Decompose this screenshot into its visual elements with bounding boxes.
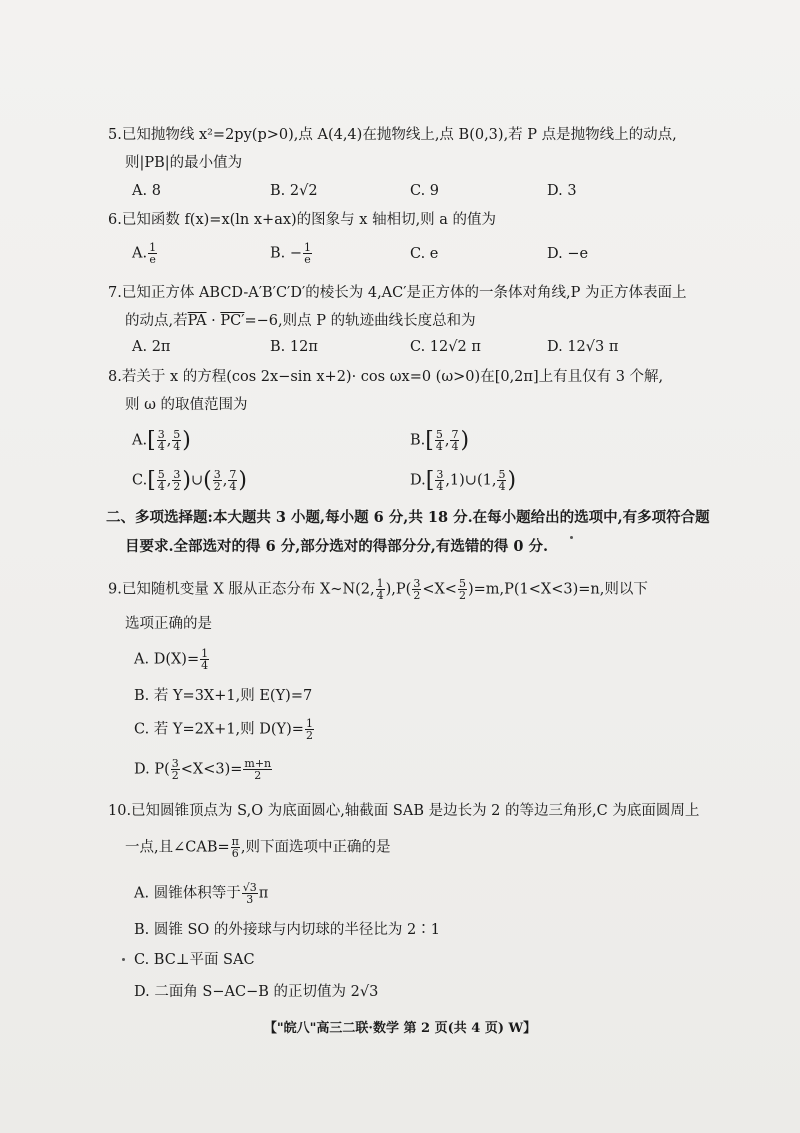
q9-variance-den: 4	[376, 589, 384, 602]
q8-b-prefix: B.	[410, 432, 426, 449]
q9-a-text: A. D(X)=	[134, 651, 200, 668]
q9-variance-num: 1	[376, 577, 384, 590]
q7-stem2-pre: 的动点,若	[125, 313, 188, 329]
q9-d-d1: 2	[171, 769, 179, 782]
q8-b-d1: 4	[435, 440, 443, 453]
q9-stem-part1: 9.已知随机变量 X 服从正态分布 X∼N(2,	[108, 581, 375, 598]
q8-b-d2: 4	[451, 440, 459, 453]
q9-d-n2: m+n	[244, 757, 272, 770]
q8-c-close-paren1: )	[182, 468, 191, 493]
q8-option-c: C.[ $\frac{5}{4}$ , $\frac{3}{2}$ )∪( $\frac{3}{2}$ , $\frac{7}{4}$ )	[132, 468, 247, 493]
q5-stem-line2: 则|PB|的最小值为	[125, 155, 243, 171]
q6-stem-line1: 6.已知函数 f(x)=x(ln x+ax)的图象与 x 轴相切,则 a 的值为	[108, 212, 497, 228]
q8-a-open-bracket: [	[147, 428, 156, 453]
section2-heading-line1: 二、多项选择题:本大题共 3 小题,每小题 6 分,共 18 分.在每小题给出的选项中,有多项符合题	[106, 509, 710, 526]
q9-stem-part2: ),P(	[385, 581, 412, 598]
q9-a-num: 1	[201, 647, 209, 660]
q9-stem-line2: 选项正确的是	[125, 616, 212, 632]
q9-c-num: 1	[305, 717, 313, 730]
q10-option-c: C. BC⊥平面 SAC	[134, 952, 255, 968]
q8-c-d2: 2	[173, 480, 181, 493]
q8-c-frac3	[213, 469, 222, 492]
q8-options-row2	[132, 468, 692, 498]
q5-option-c: C. 9	[410, 183, 440, 199]
q6-option-d: D. −e	[547, 246, 589, 262]
q6-b-frac	[303, 242, 312, 265]
q7-option-b: B. 12π	[270, 339, 318, 355]
q7-vector-pc: PC′	[220, 313, 245, 329]
q8-c-open-bracket1: [	[147, 468, 156, 493]
q8-a-frac1	[157, 429, 166, 452]
q8-c-prefix: C.	[132, 472, 148, 489]
q6-options	[132, 242, 692, 264]
q10-stem2-pre: 一点,且∠CAB=	[125, 839, 230, 856]
q9-stem-line1	[108, 578, 648, 601]
q9-p-frac2	[458, 578, 467, 601]
q8-c-frac2	[172, 469, 181, 492]
q8-d-n1: 3	[436, 468, 444, 481]
q10-angle-frac	[231, 836, 240, 859]
q8-b-frac1	[435, 429, 444, 452]
q8-c-n2: 3	[173, 468, 181, 481]
q8-a-prefix: A.	[132, 432, 148, 449]
q8-a-d1: 4	[157, 440, 165, 453]
q8-d-d2: 4	[498, 480, 506, 493]
q8-b-close-bracket: )	[460, 428, 470, 453]
q8-c-open-paren2: (	[203, 468, 212, 493]
q8-b-frac2	[450, 429, 459, 452]
q9-option-d	[134, 758, 273, 781]
q6-a-num: 1	[149, 241, 157, 254]
q9-c-den: 2	[305, 729, 313, 742]
q8-option-b: B.[ $\frac{5}{4}$ , $\frac{7}{4}$ )	[410, 428, 470, 453]
q10-option-b: B. 圆锥 SO 的外接球与内切球的半径比为 2∶1	[134, 922, 440, 938]
q8-b-n1: 5	[435, 428, 443, 441]
q9-d-mid: <X<3)=	[180, 761, 243, 778]
q8-a-n2: 5	[173, 428, 181, 441]
section2-heading-line2: 目要求.全部选对的得 6 分,部分选对的得部分分,有选错的得 0 分.	[125, 538, 549, 555]
q6-option-a	[132, 242, 158, 265]
q8-d-prefix: D.	[410, 472, 426, 489]
q9-option-a	[134, 648, 210, 671]
q7-dot-operator: ·	[206, 313, 221, 329]
q10-option-d: D. 二面角 S−AC−B 的正切值为 2√3	[134, 984, 379, 1000]
q8-stem-line1: 8.若关于 x 的方程(cos 2x−sin x+2)· cos ωx=0 (ω>0)在[0,2π]上有且仅有 3 个解,	[108, 369, 664, 385]
q8-a-frac2	[172, 429, 181, 452]
q8-d-frac2	[497, 469, 506, 492]
q8-d-close-paren: )	[507, 468, 517, 493]
q8-c-d4: 4	[229, 480, 237, 493]
q8-d-mid: ,1)∪(1,	[445, 472, 497, 489]
q8-options-row1	[132, 428, 692, 458]
q7-option-c: C. 12√2 π	[410, 339, 481, 355]
q6-option-b	[270, 242, 313, 265]
q9-p-n2: 5	[458, 577, 466, 590]
q5-option-b: B. 2√2	[270, 183, 318, 199]
q8-c-frac1	[157, 469, 166, 492]
q9-d-d2: 2	[254, 769, 262, 782]
q7-options	[132, 339, 692, 361]
q6-option-c: C. e	[410, 246, 439, 262]
q10-stem2-post: ,则下面选项中正确的是	[240, 839, 391, 856]
q8-stem-line2: 则 ω 的取值范围为	[125, 397, 248, 413]
q9-c-frac	[305, 718, 314, 741]
q9-p-d2: 2	[458, 589, 466, 602]
q10-a-frac	[242, 882, 258, 905]
q8-d-d1: 4	[436, 480, 444, 493]
q8-option-a: A.[ $\frac{3}{4}$ , $\frac{5}{4}$ )	[132, 428, 191, 453]
q9-variance-frac	[376, 578, 385, 601]
q10-a-post: π	[258, 885, 269, 902]
q9-a-den: 4	[201, 659, 209, 672]
q9-p-d1: 2	[413, 589, 421, 602]
q10-stem-line2	[125, 836, 390, 859]
scan-speck	[122, 958, 125, 961]
q8-c-d3: 2	[213, 480, 221, 493]
q10-a-den: 3	[246, 893, 254, 906]
q7-vector-pa: $\overline{PA}$	[187, 313, 207, 329]
q7-stem-line2	[125, 311, 476, 331]
q8-b-n2: 7	[451, 428, 459, 441]
q9-c-text: C. 若 Y=2X+1,则 D(Y)=	[134, 721, 304, 738]
q7-stem2-post: =−6,则点 P 的轨迹曲线长度总和为	[244, 313, 476, 329]
q7-option-d: D. 12√3 π	[547, 339, 619, 355]
q9-stem-part3: )=m,P(1<X<3)=n,则以下	[467, 581, 648, 598]
q8-d-frac1	[435, 469, 444, 492]
scan-speck	[570, 536, 573, 539]
page-footer: 【"皖八"高三二联·数学 第 2 页(共 4 页) W】	[263, 1021, 537, 1036]
q6-b-prefix: B. −	[270, 245, 303, 262]
q8-a-close-bracket: )	[182, 428, 191, 453]
q10-angle-den: 6	[231, 847, 239, 860]
q9-p-mid: <X<	[422, 581, 457, 598]
q9-p-n1: 3	[413, 577, 421, 590]
q9-d-n1: 3	[171, 757, 179, 770]
q6-a-den: e	[149, 253, 156, 266]
q8-d-open-bracket: [	[425, 468, 435, 493]
q9-d-frac2	[243, 758, 272, 781]
q10-angle-num: π	[231, 835, 239, 848]
q8-a-d2: 4	[173, 440, 181, 453]
q6-b-num: 1	[304, 241, 312, 254]
q8-option-d	[410, 468, 516, 493]
q6-a-frac	[148, 242, 157, 265]
q5-option-a: A. 8	[132, 183, 161, 199]
q9-d-frac1	[171, 758, 180, 781]
q9-d-text: D. P(	[134, 761, 170, 778]
q9-option-c	[134, 718, 315, 741]
q9-p-frac1	[412, 578, 421, 601]
q7-stem-line1: 7.已知正方体 ABCD-A′B′C′D′的棱长为 4,AC′是正方体的一条体对角线,P 为正方体表面上	[108, 285, 687, 301]
q6-b-den: e	[304, 253, 311, 266]
q10-stem-line1: 10.已知圆锥顶点为 S,O 为底面圆心,轴截面 SAB 是边长为 2 的等边三角形,C 为底面圆周上	[108, 803, 700, 819]
q8-a-n1: 3	[157, 428, 165, 441]
q7-option-a: A. 2π	[132, 339, 171, 355]
q8-c-n1: 5	[157, 468, 165, 481]
q9-a-frac	[200, 648, 209, 671]
q10-a-text: A. 圆锥体积等于	[134, 885, 241, 902]
q5-options	[132, 183, 692, 205]
q8-c-frac4	[228, 469, 237, 492]
q8-c-n3: 3	[213, 468, 221, 481]
q5-stem-line1: 5.已知抛物线 x²=2py(p>0),点 A(4,4)在抛物线上,点 B(0,3),若 P 点是抛物线上的动点,	[108, 127, 677, 143]
q8-c-d1: 4	[157, 480, 165, 493]
q6-a-prefix: A.	[132, 245, 148, 262]
q5-option-d: D. 3	[547, 183, 577, 199]
q10-option-a	[134, 882, 268, 905]
q8-b-open-bracket: [	[425, 428, 434, 453]
q8-c-n4: 7	[229, 468, 237, 481]
q8-c-close-paren2: )	[238, 468, 247, 493]
q9-option-b: B. 若 Y=3X+1,则 E(Y)=7	[134, 688, 313, 704]
q10-a-num: √3	[242, 881, 257, 894]
q8-d-n2: 5	[498, 468, 506, 481]
